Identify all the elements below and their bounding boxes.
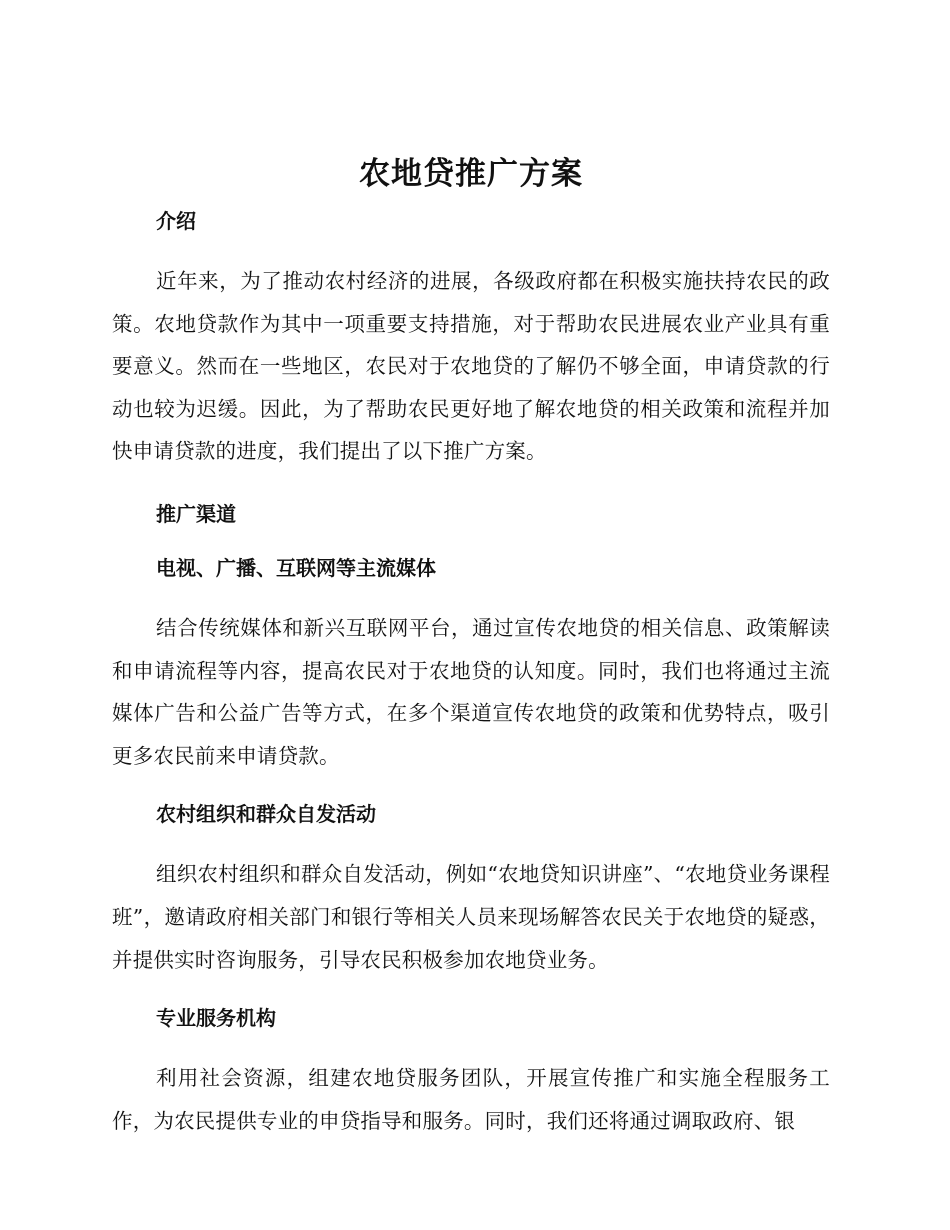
section-heading-channels: 推广渠道 <box>156 501 236 526</box>
subsection-heading-service: 专业服务机构 <box>156 1006 276 1031</box>
paragraph-intro: 近年来，为了推动农村经济的进展，各级政府都在积极实施扶持农民的政策。农地贷款作为其中一项重要支持措施，对于帮助农民进展农业产业具有重要意义。然而在一些地区，农民对于农地贷的了解仍不够全面，申请贷款的行动也较为迟缓。因此，为了帮助农民更好地了解农地贷的相关政策和流程并加快申请贷款的进度，我们提出了以下推广方案。 <box>112 269 830 464</box>
paragraph-service: 利用社会资源，组建农地贷服务团队，开展宣传推广和实施全程服务工作，为农民提供专业的申贷指导和服务。同时，我们还将通过调取政府、银 <box>112 1066 830 1133</box>
section-heading-intro: 介绍 <box>156 209 196 233</box>
subsection-heading-media: 电视、广播、互联网等主流媒体 <box>156 555 436 580</box>
document-title: 农地贷推广方案 <box>359 156 583 192</box>
paragraph-rural: 组织农村组织和群众自发活动，例如“农地贷知识讲座”、“农地贷业务课程班”，邀请政府相关部门和银行等相关人员来现场解答农民关于农地贷的疑惑，并提供实时咨询服务，引导农民积极参加农地贷业务。 <box>112 862 830 972</box>
paragraph-media: 结合传统媒体和新兴互联网平台，通过宣传农地贷的相关信息、政策解读和申请流程等内容，提高农民对于农地贷的认知度。同时，我们也将通过主流媒体广告和公益广告等方式，在多个渠道宣传农地贷的政策和优势特点，吸引更多农民前来申请贷款。 <box>112 615 830 768</box>
subsection-heading-rural: 农村组织和群众自发活动 <box>156 802 376 827</box>
document-page <box>112 150 830 1154</box>
